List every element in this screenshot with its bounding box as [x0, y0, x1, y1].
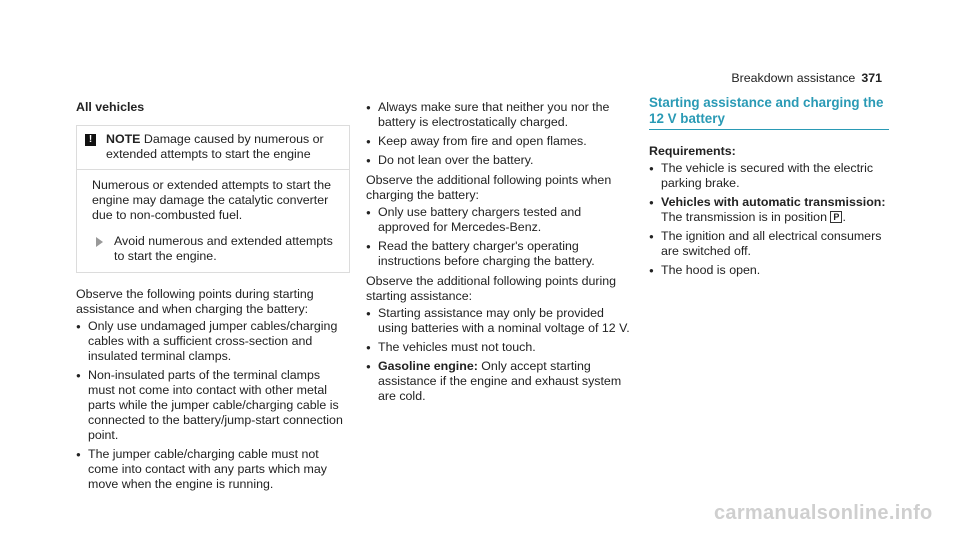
note-header [77, 126, 349, 170]
bullet-icon: ● [366, 242, 371, 251]
list-item: ● Only use battery chargers tested and approved for Mercedes-Benz. [366, 205, 582, 234]
section-name: Breakdown assistance [731, 71, 856, 85]
requirements-heading: Requirements: [649, 144, 736, 158]
note-action-text: Avoid numerous and extended attempts to start the engine. [114, 234, 333, 263]
bullet-icon: ● [649, 198, 654, 207]
list-item: ● Keep away from fire and open flames. [366, 134, 587, 148]
list-item: ● Gasoline engine: Only accept starting assistance if the engine and exhaust system are cold. [366, 359, 622, 403]
list-item: ● Non-insulated parts of the terminal clamps must not come into contact with other metal parts while the jumper cable/charging cable is connected to the battery/jump-start connection point. [76, 368, 343, 442]
list-item: ● The vehicles must not touch. [366, 340, 536, 354]
bullet-icon: ● [366, 309, 371, 318]
safety-list [366, 100, 634, 168]
list-item: ● The jumper cable/charging cable must not come into contact with any parts which may move when the engine is running. [76, 447, 327, 491]
exclamation-icon: ! [85, 134, 96, 146]
assistance-list [366, 306, 634, 404]
list-item: ● Only use undamaged jumper cables/charging cables with a sufficient cross-section and insulated terminal clamps. [76, 319, 338, 363]
all-vehicles-heading: All vehicles [76, 100, 145, 114]
bullet-icon: ● [649, 164, 654, 173]
charging-intro: Observe the additional following points when charging the battery: [366, 173, 612, 202]
bullet-icon: ● [366, 156, 371, 165]
note-body [77, 170, 349, 272]
assistance-intro: Observe the additional following points during starting assistance: [366, 274, 617, 303]
list-item: ● Vehicles with automatic transmission: The transmission is in position P . [649, 195, 886, 224]
page-number: 371 [861, 71, 882, 85]
gasoline-label: Gasoline engine: [378, 359, 478, 373]
observe-intro: Observe the following points during starting assistance and when charging the battery: [76, 287, 314, 316]
column-right [649, 95, 889, 283]
automatic-transmission-label: Vehicles with automatic transmission: [661, 195, 886, 209]
column-middle [366, 100, 634, 409]
requirements-list [649, 161, 889, 278]
bullet-icon: ● [366, 103, 371, 112]
note-description: Numerous or extended attempts to start the engine may damage the catalytic converter due to non-combusted fuel. [92, 178, 331, 222]
bullet-icon: ● [649, 266, 654, 275]
action-arrow-icon [96, 237, 103, 247]
list-item: ● Read the battery charger's operating instructions before charging the battery. [366, 239, 595, 268]
section-title: Starting assistance and charging the 12 V battery [649, 95, 889, 130]
note-title: Damage caused by numerous or extended attempts to start the engine [106, 132, 324, 161]
list-item: ● The hood is open. [649, 263, 761, 277]
note-action [92, 234, 341, 264]
note-box [76, 125, 350, 273]
bullet-icon: ● [366, 208, 371, 217]
bullet-icon: ● [76, 322, 81, 331]
park-position-icon: P [830, 211, 842, 223]
list-item: ● Starting assistance may only be provided using batteries with a nominal voltage of 12 V. [366, 306, 630, 335]
bullet-icon: ● [366, 137, 371, 146]
list-item: ● The vehicle is secured with the electric parking brake. [649, 161, 874, 190]
list-item: ● Always make sure that neither you nor the battery is electrostatically charged. [366, 100, 610, 129]
list-item: ● Do not lean over the battery. [366, 153, 534, 167]
bullet-icon: ● [649, 232, 654, 241]
charging-list [366, 205, 634, 269]
list-item: ● The ignition and all electrical consumers are switched off. [649, 229, 882, 258]
column-left [76, 100, 350, 497]
page-header [731, 71, 882, 86]
observe-list [76, 319, 350, 492]
bullet-icon: ● [366, 362, 371, 371]
bullet-icon: ● [76, 371, 81, 380]
bullet-icon: ● [366, 343, 371, 352]
watermark: carmanualsonline.info [714, 502, 933, 524]
bullet-icon: ● [76, 450, 81, 459]
note-label: NOTE [106, 132, 141, 146]
